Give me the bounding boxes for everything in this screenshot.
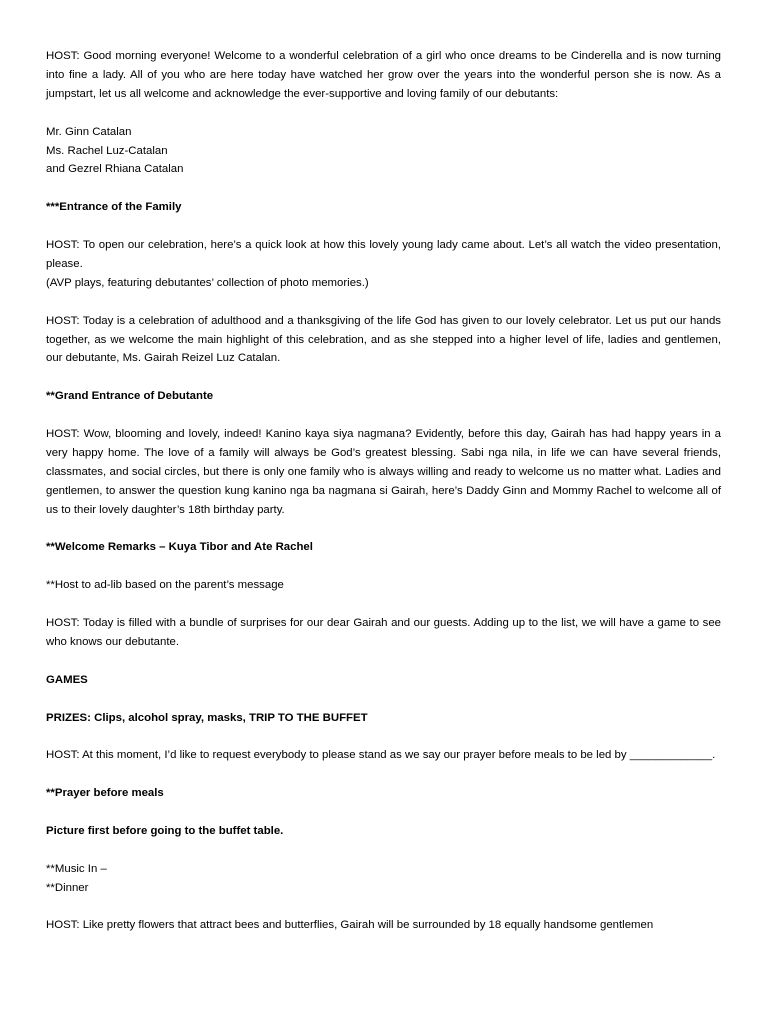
picture-note: Picture first before going to the buffet table. — [46, 824, 284, 837]
family-list — [46, 123, 721, 180]
section-heading-prayer: **Prayer before meals — [46, 787, 164, 800]
video-presentation-block — [46, 236, 721, 293]
prizes-line: PRIZES: Clips, alcohol spray, masks, TRIP TO THE BUFFET — [46, 711, 368, 724]
host-opening-paragraph: HOST: Good morning everyone! Welcome to a wonderful celebration of a girl who once dreams to be Cinderella and is now turning into fine a lady. All of you who are here today have watched her grow over the years into the wonderful person she is now. As a jumpstart, let us all welcome and acknowledge the ever-supportive and loving family of our debutants: — [46, 50, 721, 100]
avp-note: (AVP plays, featuring debutantes’ collection of photo memories.) — [46, 276, 369, 289]
host-family-paragraph: HOST: Wow, blooming and lovely, indeed! Kanino kaya siya nagmana? Evidently, before this day, Gairah has had happy years in a very happy home. The love of a family will always be God’s greatest blessing. Sabi nga nila, in life we can have several friends, classmates, and social circles, but there is only one family who is always willing and ready to welcome us no matter what. Ladies and gentlemen, to answer the question kung kanino nga ba nagmana si Gairah, here’s Daddy Ginn and Mommy Rachel to welcome all of us to their lovely daughter’s 18th birthday party. — [46, 428, 721, 516]
host-adlib-note: **Host to ad-lib based on the parent’s message — [46, 579, 284, 592]
host-games-paragraph: HOST: Today is filled with a bundle of surprises for our dear Gairah and our guests. Adding up to the list, we will have a game to see who knows our debutante. — [46, 617, 721, 648]
section-heading-debutante-entrance: **Grand Entrance of Debutante — [46, 390, 214, 403]
family-member: Mr. Ginn Catalan — [46, 125, 132, 138]
family-member: Ms. Rachel Luz-Catalan — [46, 144, 168, 157]
host-video-paragraph: HOST: To open our celebration, here’s a quick look at how this lovely young lady came about. Let’s all watch the video presentation, please. — [46, 239, 721, 270]
host-prayer-paragraph: HOST: At this moment, I’d like to request everybody to please stand as we say our prayer before meals to be led by _____________. — [46, 749, 716, 762]
host-debutante-intro-paragraph: HOST: Today is a celebration of adulthood and a thanksgiving of the life God has given to our lovely celebrator. Let us put our hands together, as we welcome the main highlight of this celebration, and as she stepped into a higher level of life, ladies and gentlemen, our debutante, Ms. Gairah Reizel Luz Catalan. — [46, 314, 721, 365]
music-cue: **Music In – — [46, 862, 107, 875]
section-heading-games: GAMES — [46, 673, 88, 686]
document-page — [46, 47, 721, 935]
section-heading-welcome-remarks: **Welcome Remarks – Kuya Tibor and Ate Rachel — [46, 541, 313, 554]
music-dinner-block — [46, 860, 721, 898]
family-member: and Gezrel Rhiana Catalan — [46, 163, 184, 176]
host-gentlemen-paragraph: HOST: Like pretty flowers that attract bees and butterflies, Gairah will be surrounded by 18 equally handsome gentlemen — [46, 919, 654, 932]
section-heading-family-entrance: ***Entrance of the Family — [46, 201, 182, 214]
dinner-cue: **Dinner — [46, 881, 89, 894]
